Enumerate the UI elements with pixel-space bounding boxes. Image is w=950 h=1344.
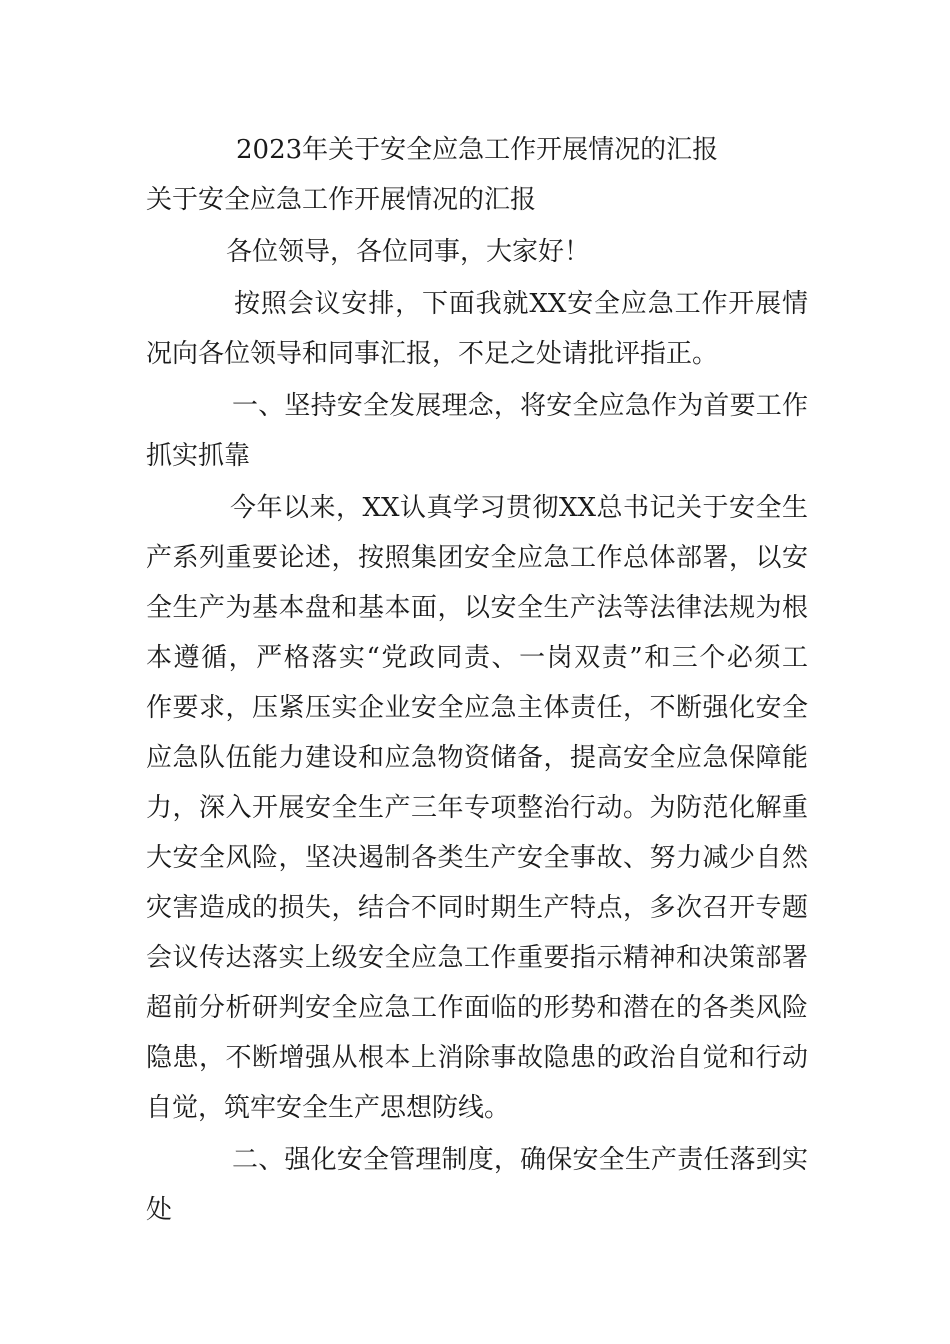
section1-body-line: 隐患，不断增强从根本上消除事故隐患的政治自觉和行动 <box>146 1043 808 1073</box>
section1-body-line: 会议传达落实上级安全应急工作重要指示精神和决策部署 <box>146 943 808 973</box>
greeting-line: 各位领导，各位同事，大家好！ <box>226 237 591 267</box>
section1-heading-line: 一、坚持安全发展理念，将安全应急作为首要工作 <box>232 391 808 421</box>
section1-body-line: 产系列重要论述，按照集团安全应急工作总体部署，以安 <box>146 543 808 573</box>
section1-body-line: 全生产为基本盘和基本面，以安全生产法等法律法规为根 <box>146 593 808 623</box>
section1-body-line: 自觉，筑牢安全生产思想防线。 <box>146 1093 511 1123</box>
section1-body-line: 超前分析研判安全应急工作面临的形势和潜在的各类风险 <box>146 993 808 1023</box>
section2-heading-line: 处 <box>146 1195 173 1225</box>
section1-body-line: 作要求，压紧压实企业安全应急主体责任，不断强化安全 <box>146 693 808 723</box>
section1-body-line: 大安全风险，坚决遏制各类生产安全事故、努力减少自然 <box>146 843 808 873</box>
section1-body-line: 应急队伍能力建设和应急物资储备，提高安全应急保障能 <box>146 743 808 773</box>
section2-heading-line: 二、强化安全管理制度，确保安全生产责任落到实 <box>232 1145 808 1175</box>
document-title: 2023年关于安全应急工作开展情况的汇报 <box>236 135 719 165</box>
section1-body-line: 今年以来，XX认真学习贯彻XX总书记关于安全生 <box>230 493 808 523</box>
section1-body-line: 力，深入开展安全生产三年专项整治行动。为防范化解重 <box>146 793 808 823</box>
section1-body-line: 灾害造成的损失，结合不同时期生产特点，多次召开专题 <box>146 893 808 923</box>
section1-heading-line: 抓实抓靠 <box>146 441 251 471</box>
document-subtitle: 关于安全应急工作开展情况的汇报 <box>146 185 537 215</box>
intro-line: 按照会议安排，下面我就XX安全应急工作开展情 <box>234 289 808 319</box>
intro-line: 况向各位领导和同事汇报，不足之处请批评指正。 <box>146 339 719 369</box>
section1-body-line: 本遵循，严格落实“党政同责、一岗双责”和三个必须工 <box>146 643 808 673</box>
